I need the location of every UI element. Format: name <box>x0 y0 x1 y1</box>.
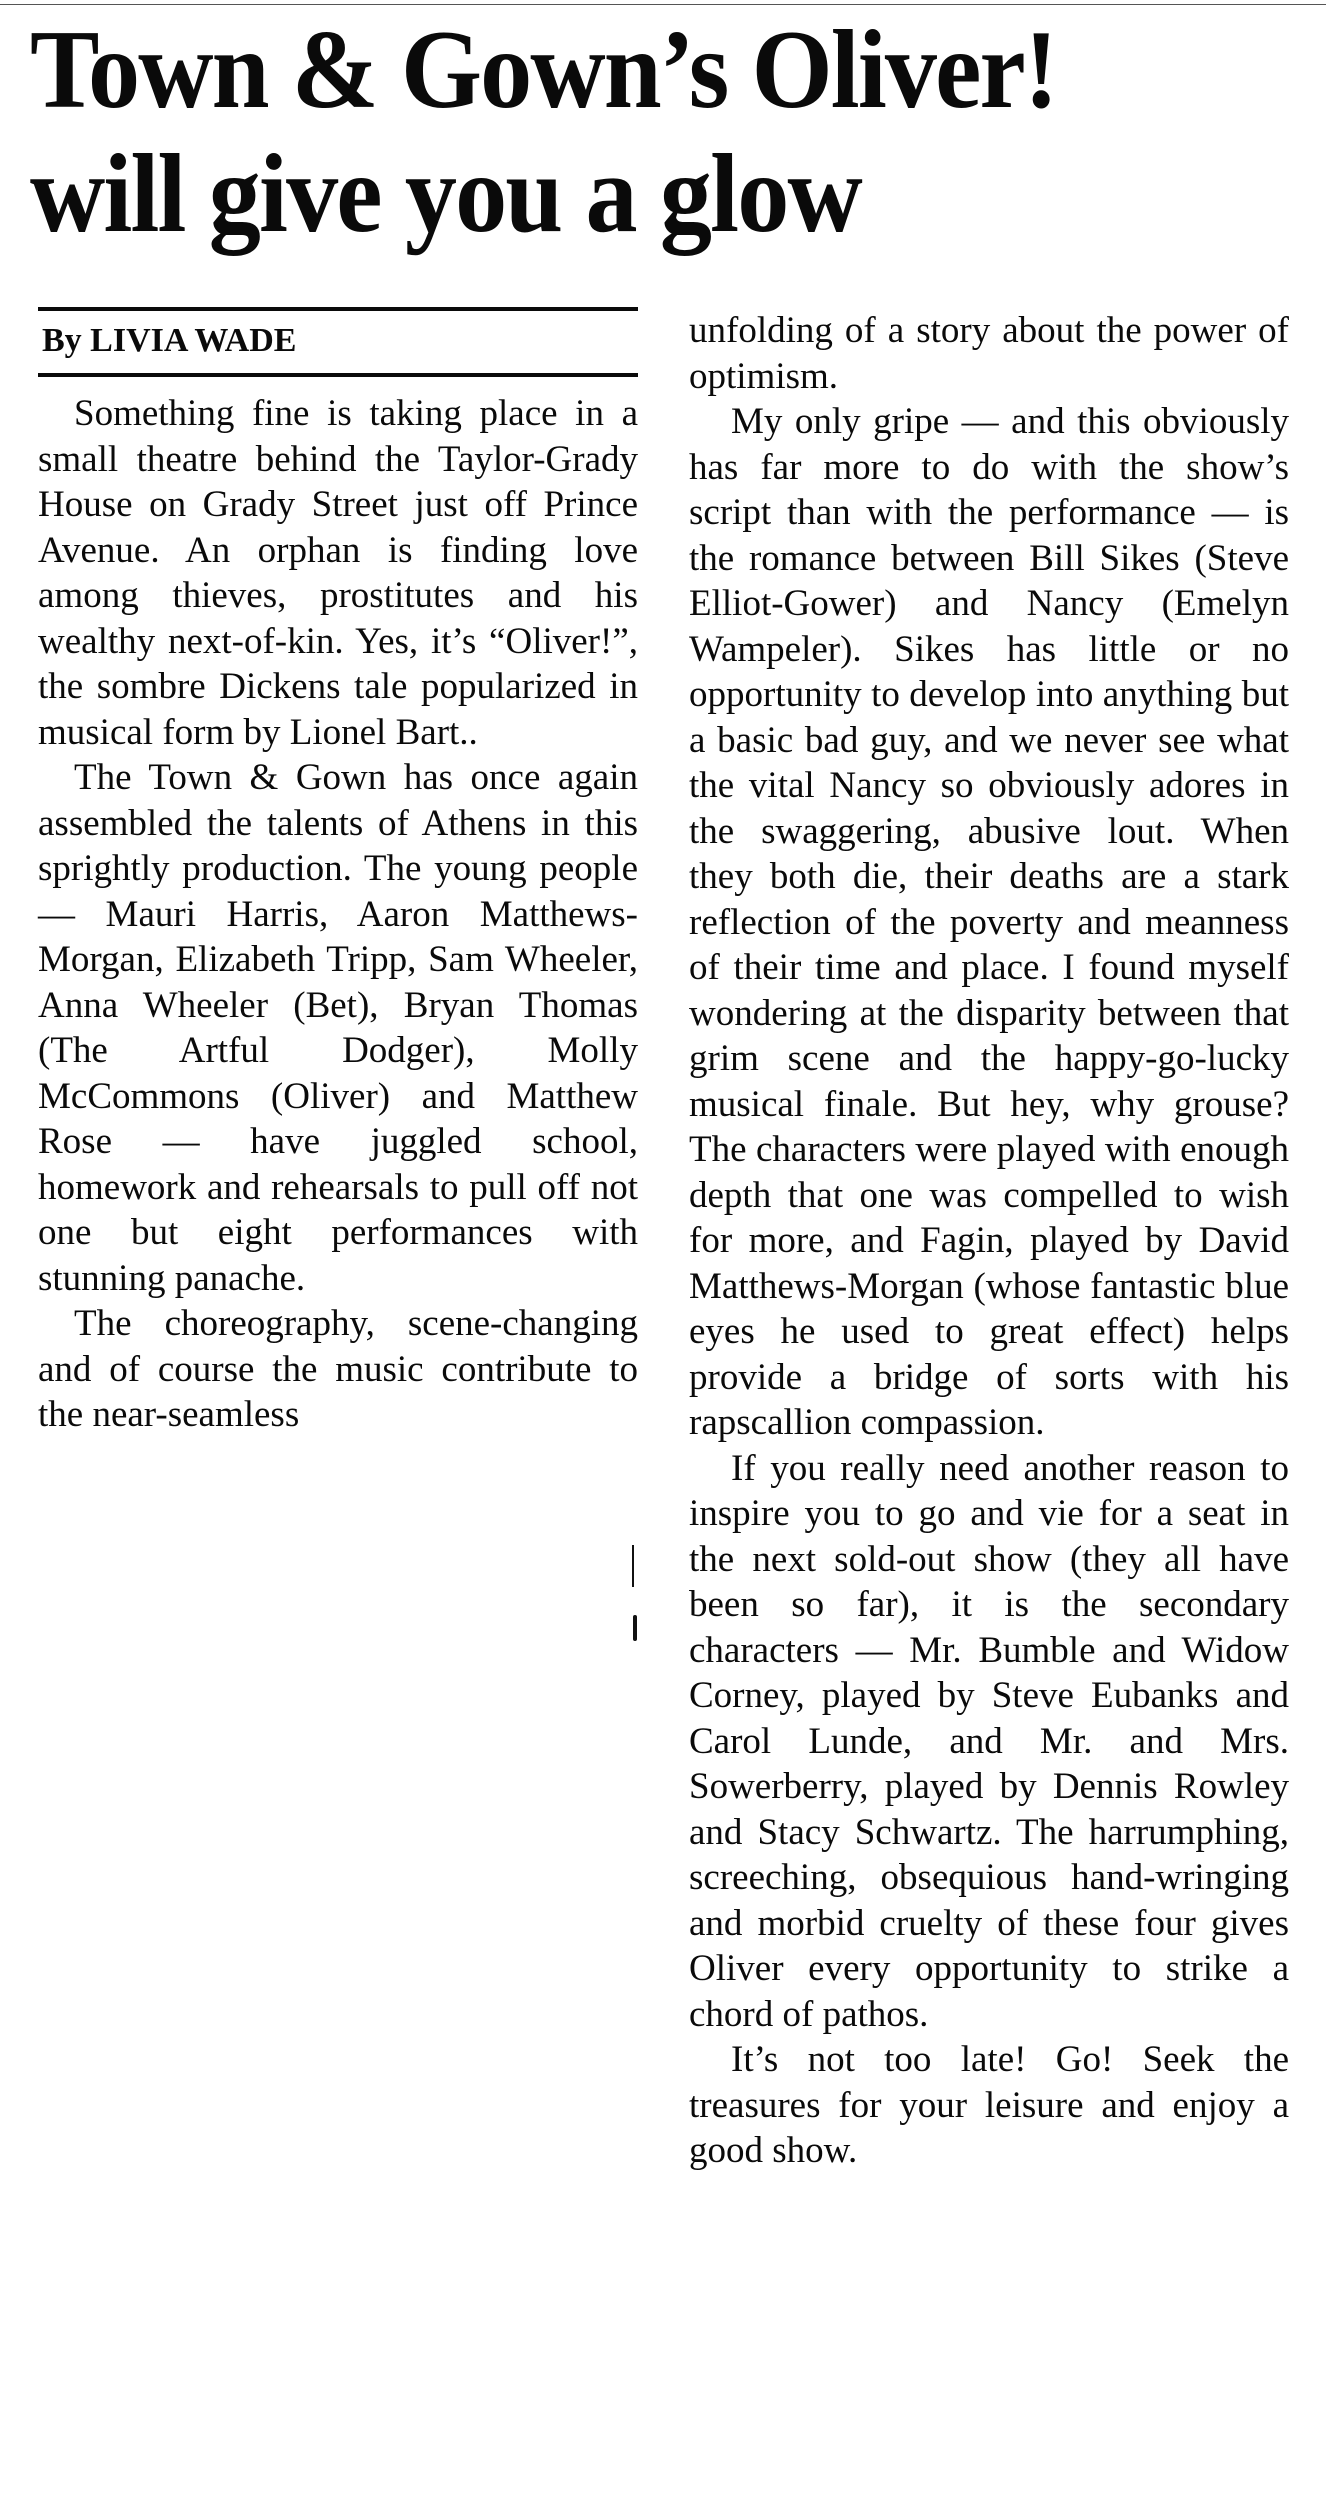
article-headline <box>30 8 1230 256</box>
page-top-edge-rule <box>0 4 1326 5</box>
paragraph-intro: Something fine is taking place in a small theatre behind the Taylor-Grady House on Grady Street just off Prince Avenue. An orphan is finding love among thieves, prostitutes and his wealthy next-of-kin. Yes, it’s “Oliver!”, the sombre Dickens tale popularized in musical form by Lionel Bart.. <box>38 393 638 753</box>
paragraph-continuation: unfolding of a story about the power of optimism. <box>689 310 1289 397</box>
paragraph-choreography: The choreography, scene-changing and of course the music contribute to the near-seamless <box>38 1303 638 1435</box>
paragraph-cast: The Town & Gown has once again assembled the talents of Athens in this sprightly production. The young people — Mauri Harris, Aaron Matthews-Morgan, Elizabeth Tripp, Sam Wheeler, Anna Wheeler (Bet), Bryan Thomas (The Artful Dodger), Molly McCommons (Oliver) and Matthew Rose — have juggled school, homework and rehearsals to pull off not one but eight performances with stunning panache. <box>38 757 638 1299</box>
headline-line-2: will give you a glow <box>30 132 861 256</box>
paragraph-closing: It’s not too late! Go! Seek the treasures for your leisure and enjoy a good show. <box>689 2039 1289 2171</box>
paragraph-secondary-characters: If you really need another reason to inspire you to go and vie for a seat in the next sold-out show (they all have been so far), it is the secondary characters — Mr. Bumble and Widow Corney, played by Steve Eubanks and Carol Lunde, and Mr. and Mrs. Sowerberry, played by Dennis Rowley and Stacy Schwartz. The harrumphing, screeching, obsequious hand-wringing and morbid cruelty of these four gives Oliver every opportunity to strike a chord of pathos. <box>689 1447 1289 2035</box>
byline: By LIVIA WADE <box>42 322 297 359</box>
right-column <box>689 308 1289 2174</box>
print-artifact-mark <box>632 1545 634 1587</box>
byline-box <box>38 307 638 377</box>
print-artifact-mark <box>633 1615 637 1641</box>
paragraph-gripe: My only gripe — and this obviously has far more to do with the show’s script than with the performance — is the romance between Bill Sikes (Steve Elliot-Gower) and Nancy (Emelyn Wampeler). Sikes has little or no opportunity to develop into anything but a basic bad guy, and we never see what the vital Nancy so obviously adores in the swaggering, abusive lout. When they both die, their deaths are a stark reflection of the poverty and meanness of their time and place. I found myself wondering at the disparity between that grim scene and the happy-go-lucky musical finale. But hey, why grouse? The characters were played with enough depth that one was compelled to wish for more, and Fagin, played by David Matthews-Morgan (whose fantastic blue eyes he used to great effect) helps provide a bridge of sorts with his rapscallion compassion. <box>689 401 1289 1443</box>
headline-line-1: Town & Gown’s Oliver! <box>30 8 1057 132</box>
left-column <box>38 322 638 1438</box>
